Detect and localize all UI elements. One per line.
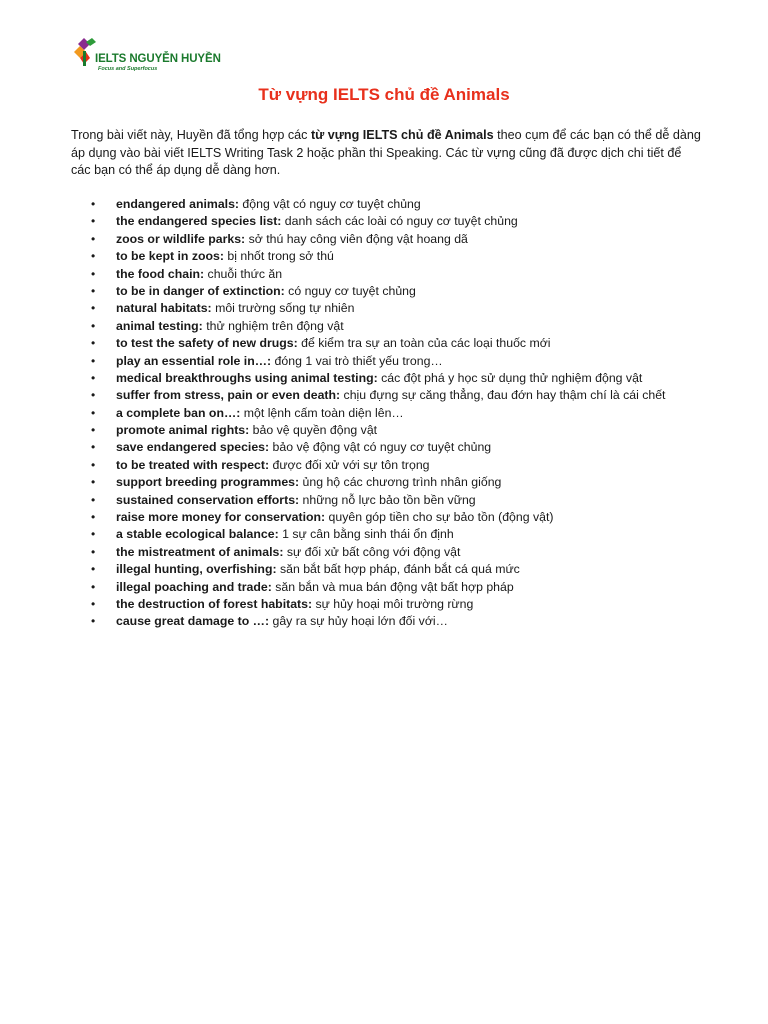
vocab-meaning: có nguy cơ tuyệt chủng <box>284 283 416 298</box>
vocab-meaning: bảo vệ quyền động vật <box>249 423 378 438</box>
vocab-meaning: sở thú hay công viên động vật hoang dã <box>245 231 468 246</box>
vocab-term: to test the safety of new drugs: <box>116 336 298 351</box>
vocab-meaning: bị nhốt trong sở thú <box>223 249 334 264</box>
vocab-term: to be in danger of extinction: <box>116 283 285 298</box>
vocab-term: natural habitats: <box>116 301 212 316</box>
vocab-meaning: đóng 1 vai trò thiết yếu trong… <box>271 353 443 368</box>
vocab-meaning: ủng hộ các chương trình nhân giống <box>299 475 502 490</box>
vocab-list-item <box>91 561 711 578</box>
vocab-list-item <box>91 248 711 265</box>
bullet-icon: • <box>91 440 96 455</box>
vocab-meaning: sự đối xử bất công với động vật <box>283 544 461 559</box>
vocab-list-item <box>91 387 711 404</box>
bullet-icon: • <box>91 423 96 438</box>
brand-logo <box>74 38 221 74</box>
vocab-meaning: chuỗi thức ăn <box>204 266 283 281</box>
vocab-meaning: sự hủy hoại môi trường rừng <box>312 596 474 611</box>
vocab-term: medical breakthroughs using animal testing: <box>116 370 378 385</box>
vocab-list-item <box>91 300 711 317</box>
vocab-term: cause great damage to …: <box>116 614 270 629</box>
vocab-term: promote animal rights: <box>116 423 250 438</box>
vocab-meaning: săn bắt bất hợp pháp, đánh bắt cá quá mức <box>276 562 520 577</box>
vocab-term: to be kept in zoos: <box>116 249 224 264</box>
vocab-list-item <box>91 474 711 491</box>
intro-text-start: Trong bài viết này, Huyền đã tổng hợp các <box>71 128 311 142</box>
vocab-term: a stable ecological balance: <box>116 527 279 542</box>
vocab-list-item <box>91 457 711 474</box>
vocab-list-item <box>91 318 711 335</box>
vocab-list-item <box>91 266 711 283</box>
bullet-icon: • <box>91 301 96 316</box>
vocab-list-item <box>91 405 711 422</box>
vocab-term: support breeding programmes: <box>116 475 300 490</box>
vocab-list-item <box>91 526 711 543</box>
vocab-term: sustained conservation efforts: <box>116 492 300 507</box>
bullet-icon: • <box>91 492 96 507</box>
vocab-list-item <box>91 213 711 230</box>
vocab-list-item <box>91 422 711 439</box>
bullet-icon: • <box>91 596 96 611</box>
bullet-icon: • <box>91 405 96 420</box>
bullet-icon: • <box>91 353 96 368</box>
vocab-list-item <box>91 492 711 509</box>
vocab-meaning: động vật có nguy cơ tuyệt chủng <box>239 197 421 211</box>
bullet-icon: • <box>91 388 96 403</box>
logo-bar-shape <box>83 51 86 66</box>
bullet-icon: • <box>91 266 96 281</box>
bullet-icon: • <box>91 527 96 542</box>
bullet-icon: • <box>91 614 96 629</box>
vocabulary-list <box>91 196 711 631</box>
vocab-term: to be treated with respect: <box>116 457 270 472</box>
bullet-icon: • <box>91 318 96 333</box>
vocab-list-item <box>91 613 711 630</box>
vocab-meaning: gây ra sự hủy hoại lớn đối với… <box>269 614 448 629</box>
intro-bold-keyword: từ vựng IELTS chủ đề Animals <box>310 128 494 142</box>
vocab-term: endangered animals: <box>116 197 240 211</box>
vocab-meaning: để kiểm tra sự an toàn của các loại thuốc mới <box>297 336 551 351</box>
bullet-icon: • <box>91 370 96 385</box>
vocab-term: animal testing: <box>116 318 203 333</box>
vocab-list-item <box>91 439 711 456</box>
bullet-icon: • <box>91 475 96 490</box>
bullet-icon: • <box>91 214 96 229</box>
vocab-meaning: chịu đựng sự căng thẳng, đau đớn hay thậm chí là cái chết <box>340 388 666 403</box>
bullet-icon: • <box>91 283 96 298</box>
bullet-icon: • <box>91 544 96 559</box>
vocab-term: save endangered species: <box>116 440 270 455</box>
bullet-icon: • <box>91 336 96 351</box>
vocab-meaning: các đột phá y học sử dụng thử nghiệm động vật <box>377 370 643 385</box>
vocab-term: illegal poaching and trade: <box>116 579 272 594</box>
document-title: Từ vựng IELTS chủ đề Animals <box>258 85 510 104</box>
bullet-icon: • <box>91 562 96 577</box>
vocab-meaning: 1 sự cân bằng sinh thái ổn định <box>278 527 454 542</box>
vocab-term: the destruction of forest habitats: <box>116 596 313 611</box>
vocab-meaning: được đối xử với sự tôn trọng <box>269 457 430 472</box>
vocab-list-item <box>91 335 711 352</box>
vocab-meaning: thử nghiệm trên động vật <box>202 318 344 333</box>
vocab-meaning: một lệnh cấm toàn diện lên… <box>240 405 404 420</box>
vocab-term: play an essential role in…: <box>116 353 272 368</box>
vocab-list-item <box>91 596 711 613</box>
vocab-list-item <box>91 283 711 300</box>
vocab-term: the mistreatment of animals: <box>116 544 284 559</box>
vocab-meaning: môi trường sống tự nhiên <box>211 301 355 316</box>
bullet-icon: • <box>91 510 96 525</box>
bullet-icon: • <box>91 457 96 472</box>
intro-paragraph <box>71 127 701 180</box>
vocab-term: the endangered species list: <box>116 214 282 229</box>
bullet-icon: • <box>91 231 96 246</box>
vocab-meaning: bảo vệ động vật có nguy cơ tuyệt chủng <box>269 440 492 455</box>
bullet-icon: • <box>91 249 96 264</box>
vocab-list-item <box>91 370 711 387</box>
vocab-list-item <box>91 579 711 596</box>
vocab-list-item <box>91 509 711 526</box>
bullet-icon: • <box>91 197 96 211</box>
vocab-term: zoos or wildlife parks: <box>116 231 246 246</box>
vocab-meaning: danh sách các loài có nguy cơ tuyệt chủng <box>281 214 518 229</box>
vocab-meaning: quyên góp tiền cho sự bảo tồn (động vật) <box>325 510 554 525</box>
intro-text-end: theo cụm để các bạn có thể dễ dàng áp dụng vào bài viết IELTS Writing Task 2 hoặc phần thi Speaking. Các từ vựng cũng đã được dịch chi tiết để các bạn có thể áp dụng dễ dàng hơn. <box>71 128 701 177</box>
vocab-meaning: săn bắn và mua bán động vật bất hợp pháp <box>271 579 514 594</box>
vocab-term: raise more money for conservation: <box>116 510 326 525</box>
vocab-list-item <box>91 196 711 213</box>
vocab-term: illegal hunting, overfishing: <box>116 562 277 577</box>
logo-name-text: IELTS NGUYỄN HUYỀN <box>95 53 221 65</box>
vocab-list-item <box>91 353 711 370</box>
vocab-term: the food chain: <box>116 266 205 281</box>
bullet-icon: • <box>91 579 96 594</box>
vocab-meaning: những nỗ lực bảo tồn bền vững <box>299 492 476 507</box>
vocab-list-item <box>91 544 711 561</box>
vocab-list-item <box>91 231 711 248</box>
vocab-term: a complete ban on…: <box>116 405 241 420</box>
logo-tagline-text: Focus and Superfocus <box>98 66 158 72</box>
vocab-term: suffer from stress, pain or even death: <box>116 388 341 403</box>
